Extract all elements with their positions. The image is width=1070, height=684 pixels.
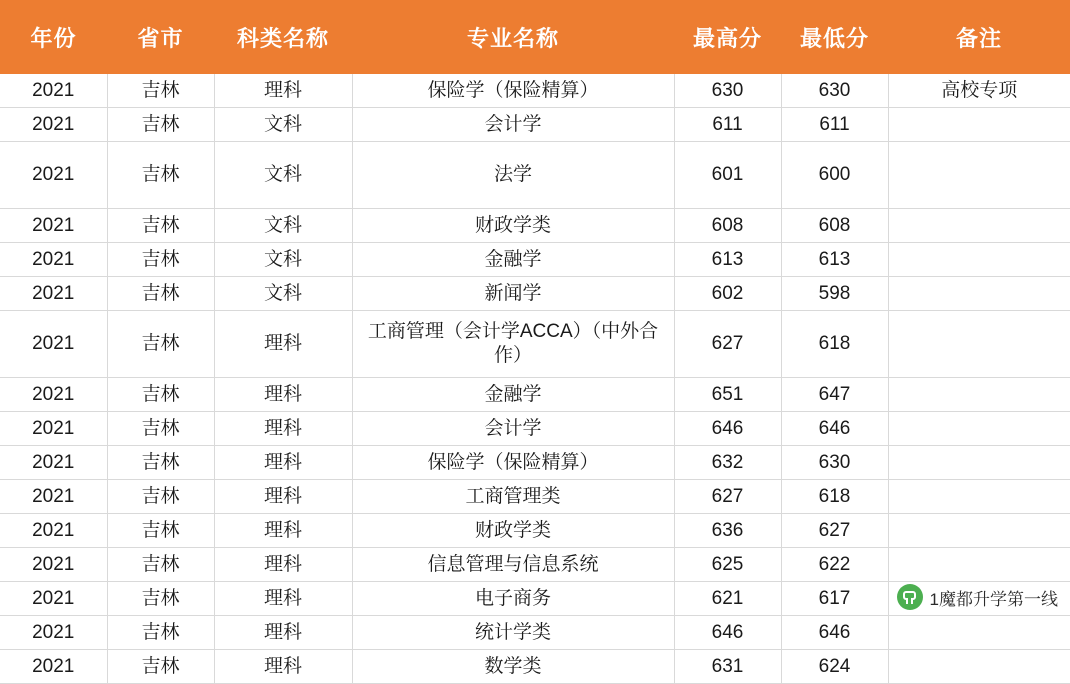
cell-highest-score: 621 — [674, 582, 781, 616]
cell-category: 文科 — [214, 108, 352, 142]
cell-year: 2021 — [0, 582, 107, 616]
cell-major: 工商管理（会计学ACCA）（中外合作） — [352, 311, 674, 378]
cell-year: 2021 — [0, 650, 107, 684]
cell-province: 吉林 — [107, 74, 214, 108]
cell-major: 会计学 — [352, 108, 674, 142]
cell-lowest-score: 624 — [781, 650, 888, 684]
cell-note — [888, 548, 1070, 582]
watermark-label: 1魔都升学第一线 — [929, 589, 1058, 609]
cell-category: 文科 — [214, 209, 352, 243]
cell-category: 文科 — [214, 142, 352, 209]
table-header-row — [0, 0, 1070, 74]
cell-category: 理科 — [214, 480, 352, 514]
cell-province: 吉林 — [107, 243, 214, 277]
cell-province: 吉林 — [107, 209, 214, 243]
table-row — [0, 209, 1070, 243]
cell-year: 2021 — [0, 548, 107, 582]
cell-lowest-score: 617 — [781, 582, 888, 616]
cell-highest-score: 627 — [674, 480, 781, 514]
cell-province: 吉林 — [107, 480, 214, 514]
cell-major: 会计学 — [352, 412, 674, 446]
cell-lowest-score: 608 — [781, 209, 888, 243]
cell-note — [888, 616, 1070, 650]
cell-major: 工商管理类 — [352, 480, 674, 514]
cell-province: 吉林 — [107, 142, 214, 209]
table-row — [0, 412, 1070, 446]
cell-year: 2021 — [0, 277, 107, 311]
cell-lowest-score: 647 — [781, 378, 888, 412]
cell-year: 2021 — [0, 412, 107, 446]
cell-lowest-score: 627 — [781, 514, 888, 548]
cell-major: 保险学（保险精算） — [352, 446, 674, 480]
cell-category: 理科 — [214, 582, 352, 616]
cell-lowest-score: 611 — [781, 108, 888, 142]
cell-lowest-score: 622 — [781, 548, 888, 582]
table-row — [0, 243, 1070, 277]
cell-province: 吉林 — [107, 548, 214, 582]
cell-year: 2021 — [0, 378, 107, 412]
cell-year: 2021 — [0, 108, 107, 142]
cell-major: 财政学类 — [352, 209, 674, 243]
cell-year: 2021 — [0, 74, 107, 108]
table-row — [0, 311, 1070, 378]
cell-highest-score: 611 — [674, 108, 781, 142]
cell-lowest-score: 618 — [781, 311, 888, 378]
cell-highest-score: 630 — [674, 74, 781, 108]
cell-province: 吉林 — [107, 311, 214, 378]
cell-note — [888, 514, 1070, 548]
cell-major: 保险学（保险精算） — [352, 74, 674, 108]
cell-major: 信息管理与信息系统 — [352, 548, 674, 582]
cell-note — [888, 311, 1070, 378]
cell-category: 理科 — [214, 650, 352, 684]
cell-major: 数学类 — [352, 650, 674, 684]
cell-year: 2021 — [0, 311, 107, 378]
table-row — [0, 514, 1070, 548]
table-row — [0, 108, 1070, 142]
cell-year: 2021 — [0, 209, 107, 243]
cell-lowest-score: 618 — [781, 480, 888, 514]
cell-major: 金融学 — [352, 243, 674, 277]
cell-lowest-score: 646 — [781, 412, 888, 446]
cell-note: 高校专项 — [888, 74, 1070, 108]
cell-year: 2021 — [0, 243, 107, 277]
cell-category: 理科 — [214, 412, 352, 446]
cell-highest-score: 631 — [674, 650, 781, 684]
cell-highest-score: 601 — [674, 142, 781, 209]
cell-province: 吉林 — [107, 514, 214, 548]
table-row — [0, 446, 1070, 480]
cell-category: 理科 — [214, 616, 352, 650]
cell-note — [888, 108, 1070, 142]
table-header — [0, 0, 1070, 74]
cell-province: 吉林 — [107, 378, 214, 412]
cell-year: 2021 — [0, 142, 107, 209]
cell-year: 2021 — [0, 616, 107, 650]
cell-province: 吉林 — [107, 412, 214, 446]
cell-lowest-score: 613 — [781, 243, 888, 277]
cell-note — [888, 243, 1070, 277]
cell-category: 文科 — [214, 243, 352, 277]
cell-category: 理科 — [214, 378, 352, 412]
column-header-province: 省市 — [107, 0, 214, 74]
cell-highest-score: 651 — [674, 378, 781, 412]
cell-major: 统计学类 — [352, 616, 674, 650]
cell-major: 电子商务 — [352, 582, 674, 616]
cell-highest-score: 602 — [674, 277, 781, 311]
cell-highest-score: 632 — [674, 446, 781, 480]
cell-note — [888, 480, 1070, 514]
table-row — [0, 582, 1070, 616]
cell-note — [888, 582, 1070, 616]
table-row — [0, 548, 1070, 582]
cell-note — [888, 142, 1070, 209]
cell-category: 理科 — [214, 548, 352, 582]
table-row — [0, 480, 1070, 514]
cell-major: 新闻学 — [352, 277, 674, 311]
cell-province: 吉林 — [107, 582, 214, 616]
cell-highest-score: 613 — [674, 243, 781, 277]
column-header-note: 备注 — [888, 0, 1070, 74]
cell-note — [888, 209, 1070, 243]
cell-note — [888, 446, 1070, 480]
cell-lowest-score: 646 — [781, 616, 888, 650]
cell-highest-score: 646 — [674, 616, 781, 650]
column-header-lowest-score: 最低分 — [781, 0, 888, 74]
cell-lowest-score: 600 — [781, 142, 888, 209]
cell-year: 2021 — [0, 446, 107, 480]
table-row — [0, 378, 1070, 412]
cell-note — [888, 378, 1070, 412]
cell-highest-score: 627 — [674, 311, 781, 378]
table-row — [0, 74, 1070, 108]
column-header-major: 专业名称 — [352, 0, 674, 74]
table-row — [0, 650, 1070, 684]
cell-note — [888, 412, 1070, 446]
cell-major: 法学 — [352, 142, 674, 209]
cell-highest-score: 646 — [674, 412, 781, 446]
cell-category: 理科 — [214, 514, 352, 548]
cell-province: 吉林 — [107, 650, 214, 684]
cell-year: 2021 — [0, 514, 107, 548]
cell-province: 吉林 — [107, 108, 214, 142]
cell-province: 吉林 — [107, 616, 214, 650]
cell-note — [888, 277, 1070, 311]
cell-highest-score: 608 — [674, 209, 781, 243]
cell-province: 吉林 — [107, 446, 214, 480]
cell-lowest-score: 598 — [781, 277, 888, 311]
cell-major: 金融学 — [352, 378, 674, 412]
column-header-year: 年份 — [0, 0, 107, 74]
cell-highest-score: 625 — [674, 548, 781, 582]
cell-province: 吉林 — [107, 277, 214, 311]
cell-category: 文科 — [214, 277, 352, 311]
column-header-highest-score: 最高分 — [674, 0, 781, 74]
table-row — [0, 616, 1070, 650]
table-row — [0, 142, 1070, 209]
table-row — [0, 277, 1070, 311]
cell-note — [888, 650, 1070, 684]
cell-category: 理科 — [214, 311, 352, 378]
cell-highest-score: 636 — [674, 514, 781, 548]
cell-category: 理科 — [214, 446, 352, 480]
cell-category: 理科 — [214, 74, 352, 108]
cell-lowest-score: 630 — [781, 74, 888, 108]
cell-year: 2021 — [0, 480, 107, 514]
cell-lowest-score: 630 — [781, 446, 888, 480]
table-body — [0, 74, 1070, 684]
cell-major: 财政学类 — [352, 514, 674, 548]
column-header-category: 科类名称 — [214, 0, 352, 74]
